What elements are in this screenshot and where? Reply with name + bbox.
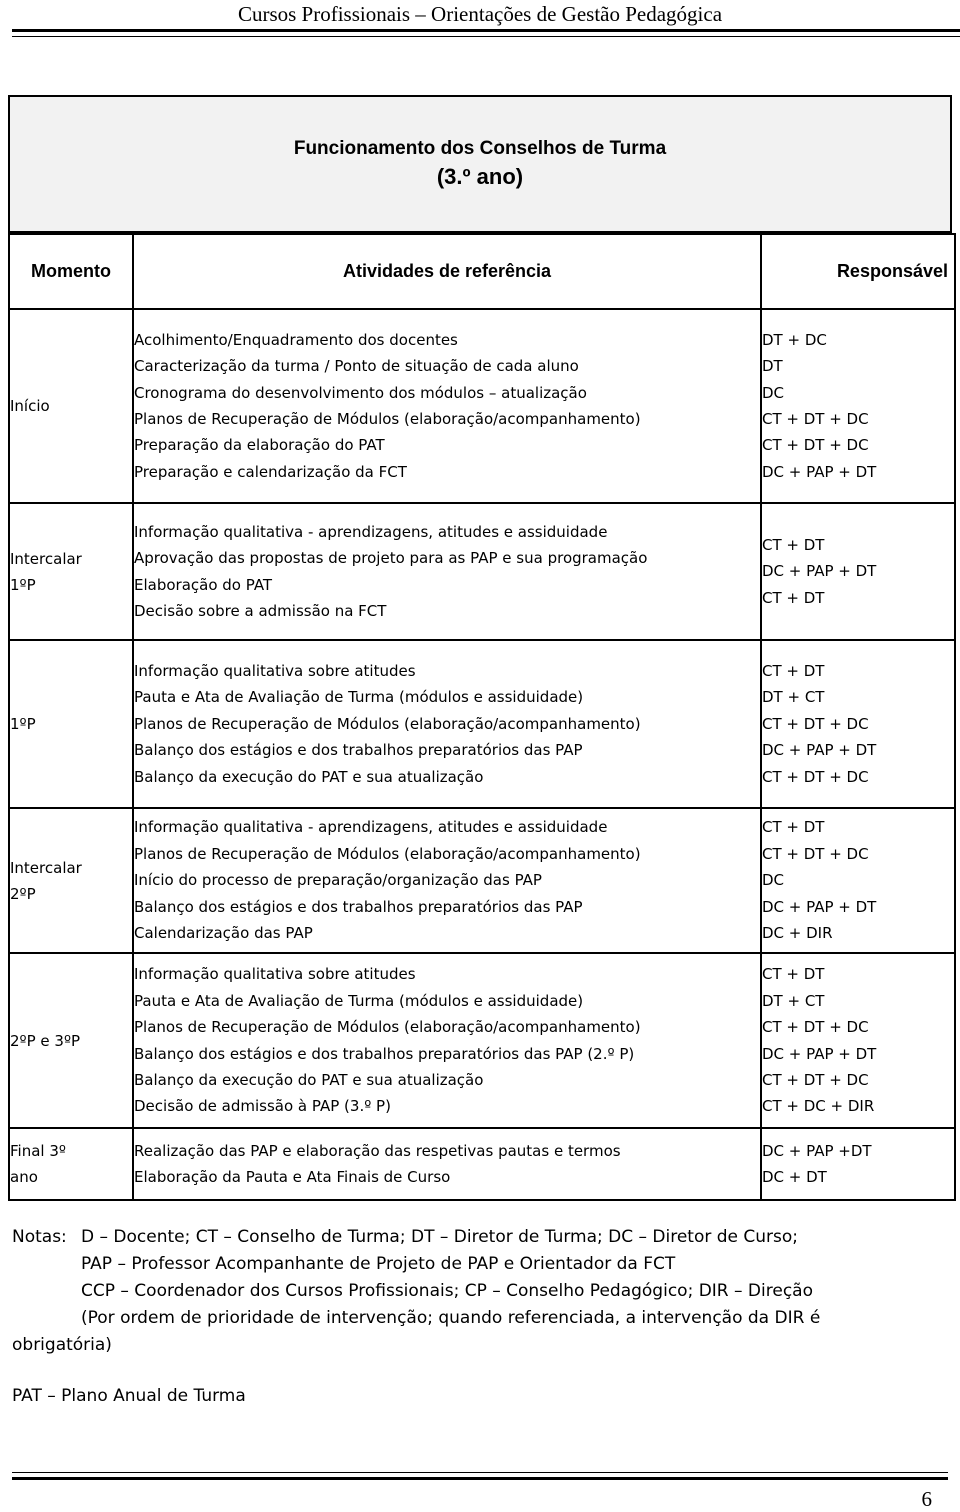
table-row <box>9 808 955 953</box>
moment-text: Intercalar <box>10 549 82 568</box>
activity-item: Caracterização da turma / Ponto de situação de cada aluno <box>134 357 579 376</box>
notes-section <box>12 1224 952 1359</box>
activity-item: Balanço da execução do PAT e sua atualização <box>134 1070 484 1089</box>
moment-cell <box>9 953 133 1128</box>
notes-line: (Por ordem de prioridade de intervenção; quando referenciada, a intervenção da DIR é <box>81 1308 821 1328</box>
activity-item: Planos de Recuperação de Módulos (elaboração/acompanhamento) <box>134 1018 641 1037</box>
moment-text: 2ºP e 3ºP <box>10 1031 81 1050</box>
responsible-cell <box>761 1128 955 1200</box>
header-rule <box>12 29 960 37</box>
notes-abbreviations: D – Docente; CT – Conselho de Turma; DT – Diretor de Turma; DC – Diretor de Curso; <box>81 1227 799 1247</box>
responsible-item: DT + CT <box>762 991 825 1010</box>
responsible-item: DC + PAP + DT <box>762 741 877 760</box>
activity-item: Elaboração da Pauta e Ata Finais de Curso <box>134 1168 451 1186</box>
table-row <box>9 953 955 1128</box>
responsible-item: DC + PAP + DT <box>762 562 877 581</box>
table-row <box>9 503 955 640</box>
table-subtitle: (3.º ano) <box>436 164 524 189</box>
table-row <box>9 309 955 503</box>
responsible-item: CT + DT + DC <box>762 714 869 733</box>
council-table <box>8 233 956 1201</box>
activity-item: Preparação e calendarização da FCT <box>134 462 407 481</box>
responsible-item: DC <box>762 383 785 402</box>
footer-rule <box>12 1472 948 1480</box>
moment-cell <box>9 808 133 953</box>
responsible-item: CT + DT <box>762 965 825 984</box>
activity-item: Cronograma do desenvolvimento dos módulos – atualização <box>134 383 587 402</box>
activity-item: Informação qualitativa - aprendizagens, atitudes e assiduidade <box>134 818 608 837</box>
responsible-item: DC + PAP +DT <box>762 1141 872 1160</box>
activities-cell <box>133 808 761 953</box>
moment-text: 1ºP <box>10 715 36 733</box>
responsible-item: CT + DT + DC <box>762 410 869 428</box>
activities-cell <box>133 309 761 503</box>
notes-line: obrigatória) <box>12 1335 112 1355</box>
responsible-cell <box>761 503 955 640</box>
activity-item: Início do processo de preparação/organização das PAP <box>134 871 542 890</box>
running-header: Cursos Profissionais – Orientações de Gestão Pedagógica <box>237 2 723 26</box>
activity-item: Aprovação das propostas de projeto para as PAP e sua programação <box>134 549 648 568</box>
table-title: Funcionamento dos Conselhos de Turma <box>293 138 667 159</box>
responsible-item: CT + DT + DC <box>762 844 869 863</box>
responsible-item: DT + CT <box>762 688 825 707</box>
activity-item: Calendarização das PAP <box>134 924 313 943</box>
activity-item: Acolhimento/Enquadramento dos docentes <box>134 330 458 349</box>
moment-cell <box>9 1128 133 1200</box>
activity-item: Realização das PAP e elaboração das respetivas pautas e termos <box>134 1141 621 1160</box>
activity-item: Pauta e Ata de Avaliação de Turma (módulos e assiduidade) <box>134 688 584 707</box>
moment-cell <box>9 309 133 503</box>
header-responsible: Responsável <box>761 234 955 309</box>
page-number: 6 <box>921 1487 932 1511</box>
responsible-item: DC + PAP + DT <box>762 462 877 481</box>
table-title-box <box>8 95 952 233</box>
table-header-row <box>9 234 955 309</box>
activity-item: Elaboração do PAT <box>134 575 273 594</box>
responsible-item: CT + DT + DC <box>762 767 869 786</box>
responsible-cell <box>761 953 955 1128</box>
responsible-item: DC + DIR <box>762 924 833 943</box>
activity-item: Informação qualitativa sobre atitudes <box>134 661 416 680</box>
responsible-item: CT + DT + DC <box>762 1018 869 1037</box>
responsible-item: CT + DT <box>762 535 825 554</box>
responsible-item: DC + DT <box>762 1168 827 1186</box>
table-row <box>9 640 955 808</box>
activities-cell <box>133 640 761 808</box>
activity-item: Planos de Recuperação de Módulos (elaboração/acompanhamento) <box>134 844 641 863</box>
responsible-item: DC + PAP + DT <box>762 1044 877 1063</box>
responsible-item: CT + DT <box>762 661 825 680</box>
notes-line: CCP – Coordenador dos Cursos Profissionais; CP – Conselho Pedagógico; DIR – Direção <box>81 1281 813 1301</box>
responsible-item: DC <box>762 871 785 890</box>
moment-text: ano <box>10 1168 38 1186</box>
responsible-item: CT + DT + DC <box>762 436 869 455</box>
activities-cell <box>133 503 761 640</box>
responsible-item: CT + DT <box>762 818 825 837</box>
moment-cell <box>9 503 133 640</box>
moment-text: Início <box>10 397 50 415</box>
activity-item: Decisão de admissão à PAP (3.º P) <box>134 1097 391 1116</box>
activity-item: Balanço dos estágios e dos trabalhos preparatórios das PAP <box>134 741 583 760</box>
activity-item: Balanço dos estágios e dos trabalhos preparatórios das PAP <box>134 897 583 916</box>
responsible-cell <box>761 640 955 808</box>
activity-item: Planos de Recuperação de Módulos (elaboração/acompanhamento) <box>134 410 641 428</box>
activity-item: Pauta e Ata de Avaliação de Turma (módulos e assiduidade) <box>134 991 584 1010</box>
header-moment: Momento <box>9 234 133 309</box>
activities-cell <box>133 953 761 1128</box>
moment-text: Final 3º <box>10 1142 66 1160</box>
responsible-item: CT + DC + DIR <box>762 1097 875 1116</box>
activity-item: Planos de Recuperação de Módulos (elaboração/acompanhamento) <box>134 714 641 733</box>
responsible-item: CT + DT <box>762 588 825 607</box>
activity-item: Preparação da elaboração do PAT <box>134 436 385 455</box>
responsible-item: CT + DT + DC <box>762 1070 869 1089</box>
moment-text: 1ºP <box>10 575 36 594</box>
moment-text: 2ºP <box>10 884 36 903</box>
notes-line: PAP – Professor Acompanhante de Projeto de PAP e Orientador da FCT <box>81 1254 676 1274</box>
activity-item: Decisão sobre a admissão na FCT <box>134 601 387 620</box>
moment-text: Intercalar <box>10 858 82 877</box>
moment-cell <box>9 640 133 808</box>
activity-item: Balanço da execução do PAT e sua atualização <box>134 767 484 786</box>
header-activities: Atividades de referência <box>133 234 761 309</box>
activities-cell <box>133 1128 761 1200</box>
table-row <box>9 1128 955 1200</box>
responsible-item: DT + DC <box>762 330 827 349</box>
notes-label: Notas: <box>12 1227 67 1247</box>
responsible-item: DC + PAP + DT <box>762 897 877 916</box>
responsible-cell <box>761 309 955 503</box>
notes-first-line <box>12 1224 952 1251</box>
responsible-item: DT <box>762 357 783 376</box>
activity-item: Informação qualitativa sobre atitudes <box>134 965 416 984</box>
activity-item: Balanço dos estágios e dos trabalhos preparatórios das PAP (2.º P) <box>134 1044 635 1063</box>
activity-item: Informação qualitativa - aprendizagens, atitudes e assiduidade <box>134 522 608 541</box>
pat-definition: PAT – Plano Anual de Turma <box>12 1386 246 1406</box>
responsible-cell <box>761 808 955 953</box>
